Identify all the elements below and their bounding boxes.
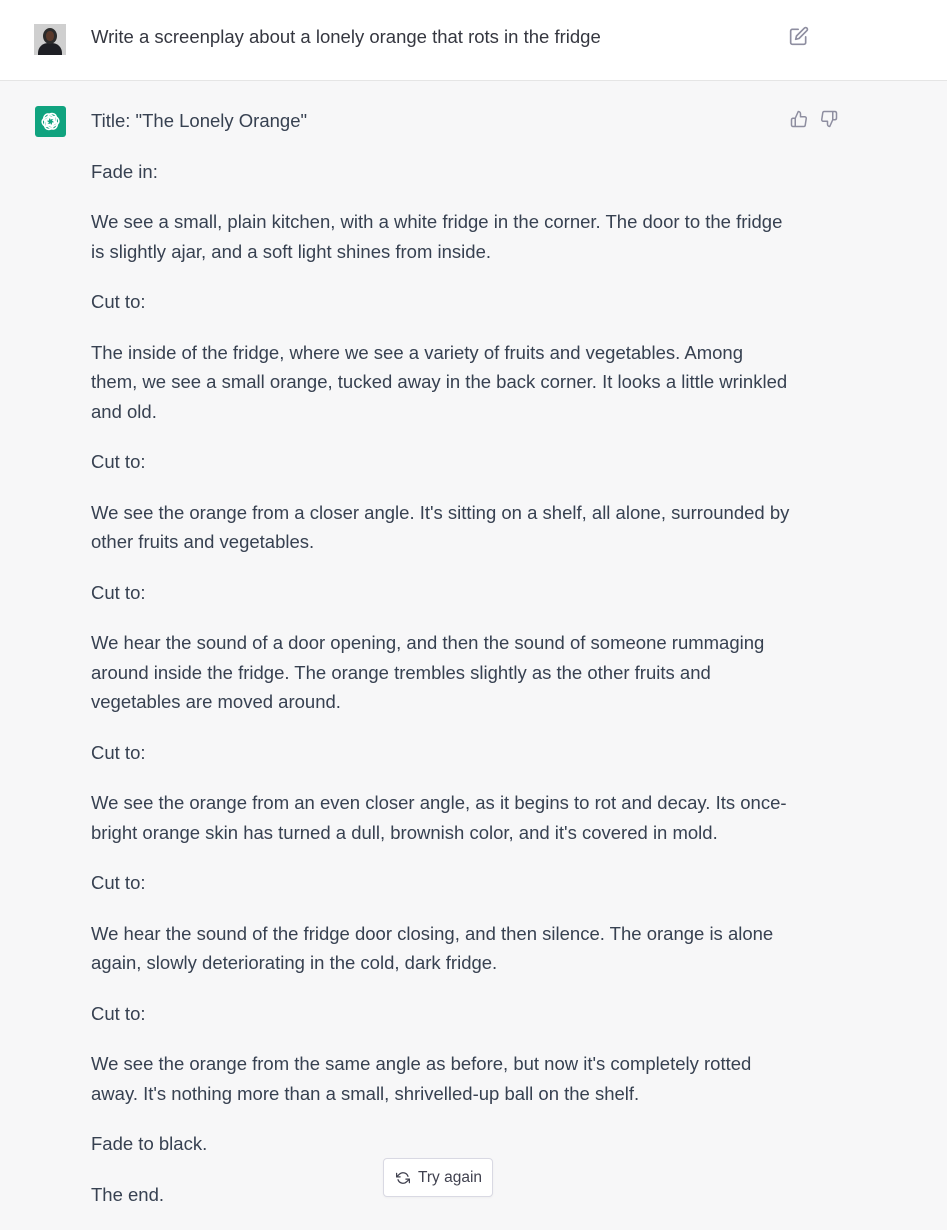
response-paragraph: The end.	[91, 1183, 165, 1205]
response-paragraph: We see the orange from the same angle as before, but now it's completely rotted away. It's nothing more than a small, shrivelled-up ball on the shelf.	[91, 1053, 752, 1104]
try-again-button[interactable]	[383, 1158, 493, 1197]
refresh-icon	[396, 1171, 410, 1185]
edit-icon[interactable]	[789, 26, 809, 46]
response-paragraph: Cut to:	[91, 741, 146, 763]
response-paragraph: We see the orange from an even closer angle, as it begins to rot and decay. Its once-bright orange skin has turned a dull, brownish color, and it's covered in mold.	[91, 792, 787, 843]
user-message-row	[0, 0, 947, 81]
response-paragraph: We see the orange from a closer angle. It's sitting on a shelf, all alone, surrounded by other fruits and vegetables.	[91, 501, 790, 552]
response-paragraph: Title: "The Lonely Orange"	[91, 110, 308, 131]
response-paragraph: Cut to:	[91, 291, 146, 312]
response-paragraph: Cut to:	[91, 872, 146, 893]
user-prompt-text: Write a screenplay about a lonely orange that rots in the fridge	[91, 26, 601, 47]
response-paragraph: Fade in:	[91, 160, 158, 182]
try-again-label: Try again	[418, 1169, 483, 1186]
response-paragraph: We see a small, plain kitchen, with a white fridge in the corner. The door to the fridge is slightly ajar, and a soft light shines from inside.	[91, 211, 783, 262]
response-paragraph: We hear the sound of the fridge door closing, and then silence. The orange is alone again, slowly deteriorating in the cold, dark fridge.	[91, 922, 774, 973]
assistant-response	[91, 106, 791, 1230]
response-paragraph: Fade to black.	[91, 1133, 208, 1154]
openai-logo-icon	[35, 106, 66, 137]
response-paragraph: Cut to:	[91, 451, 146, 472]
response-paragraph: The inside of the fridge, where we see a variety of fruits and vegetables. Among them, we see a small orange, tucked away in the back corner. It looks a little wrinkled and old.	[91, 341, 788, 422]
user-avatar	[34, 24, 66, 55]
thumbs-up-icon[interactable]	[790, 110, 808, 128]
response-paragraph: Cut to:	[91, 1002, 146, 1024]
thumbs-down-icon[interactable]	[820, 110, 838, 128]
response-paragraph: Cut to:	[91, 581, 146, 603]
response-paragraph: We hear the sound of a door opening, and then the sound of someone rummaging around inside the fridge. The orange trembles slightly as the other fruits and vegetables are moved around.	[91, 632, 765, 712]
